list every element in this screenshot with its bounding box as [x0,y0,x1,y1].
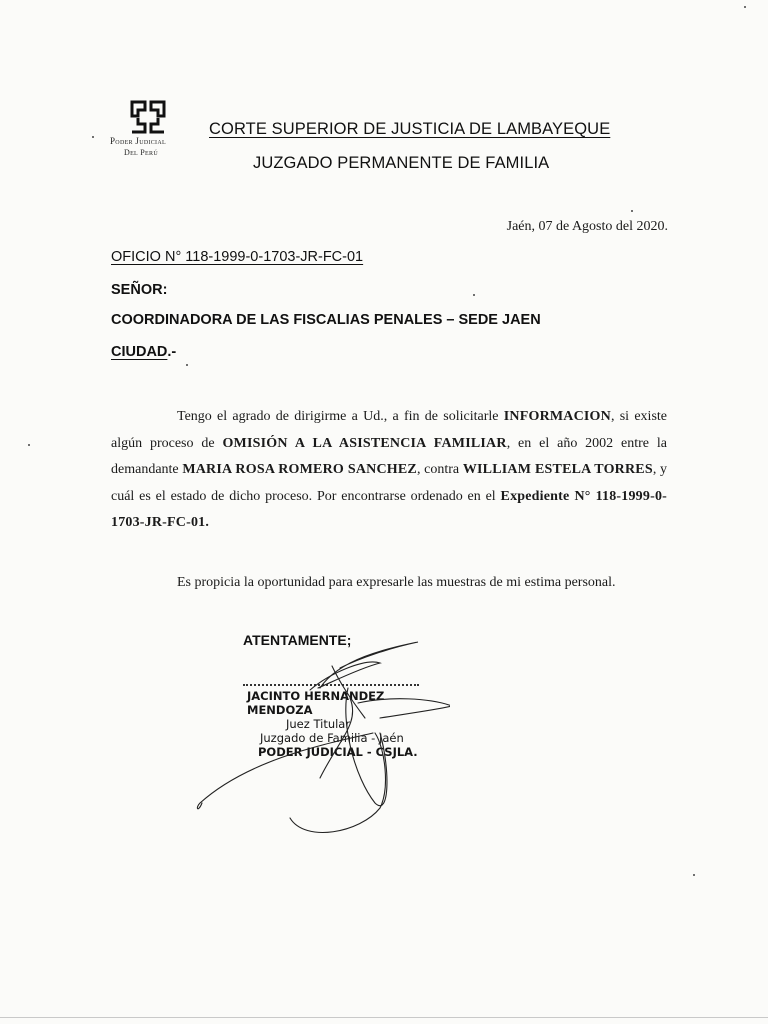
city-line [111,344,176,360]
city: CIUDAD [111,344,168,360]
p1-bold-omision: OMISIÓN A LA ASISTENCIA FAMILIAR [222,435,507,451]
scan-speck [92,136,94,138]
logo-line-2: Del Perú [124,148,158,157]
signature-dotted-line [243,684,419,686]
poder-judicial-logo-icon [130,100,166,134]
document-date: Jaén, 07 de Agosto del 2020. [506,219,668,234]
logo-caption [110,136,200,158]
scan-speck [28,444,30,446]
page-edge [0,1017,768,1018]
body-paragraph-2: Es propicia la oportunidad para expresarle las muestras de mi estima personal. [177,575,616,590]
stamp-court: Juzgado de Familia - Jaén [260,731,404,745]
p1-bold-informacion: INFORMACION [503,409,611,424]
logo-line-1: Poder Judicial [110,136,166,146]
recipient: COORDINADORA DE LAS FISCALIAS PENALES – SEDE JAEN [111,312,541,328]
scan-speck [473,294,475,296]
scan-speck [744,6,746,8]
p1-text-a: Tengo el agrado de dirigirme a Ud., a fin de solicitarle [177,409,504,424]
p1-text-i: , y cuál es el estado de dicho proceso. Por encontrarse ordenado en el [111,462,668,504]
salutation: SEÑOR: [111,282,168,298]
oficio-number: OFICIO N° 118-1999-0-1703-JR-FC-01 [111,249,364,265]
p1-text-e: , en el año 2002 entre la demandante [111,435,667,477]
p1-text-c: , si existe algún proceso de [111,409,668,451]
closing-regards: ATENTAMENTE; [243,632,352,648]
scan-speck [186,364,188,366]
p1-text-g: , contra [416,462,463,477]
office-name: JUZGADO PERMANENTE DE FAMILIA [253,154,550,172]
court-name: CORTE SUPERIOR DE JUSTICIA DE LAMBAYEQUE [209,120,611,138]
stamp-institution: PODER JUDICIAL - CSJLA. [258,745,418,759]
p1-bold-expediente: Expediente N° 118-1999-0-1703-JR-FC-01. [111,488,668,530]
signature-stamp [236,689,436,759]
scan-speck [693,874,695,876]
body-paragraph-1 [111,404,667,537]
scan-speck [631,210,633,212]
institution-logo [110,100,200,158]
stamp-title: Juez Titular [286,717,351,731]
city-suffix: .- [167,344,177,360]
p1-bold-demandante: MARIA ROSA ROMERO SANCHEZ [182,462,417,477]
stamp-name: JACINTO HERNANDEZ MENDOZA [247,689,385,717]
p1-bold-demandado: WILLIAM ESTELA TORRES [462,462,653,477]
